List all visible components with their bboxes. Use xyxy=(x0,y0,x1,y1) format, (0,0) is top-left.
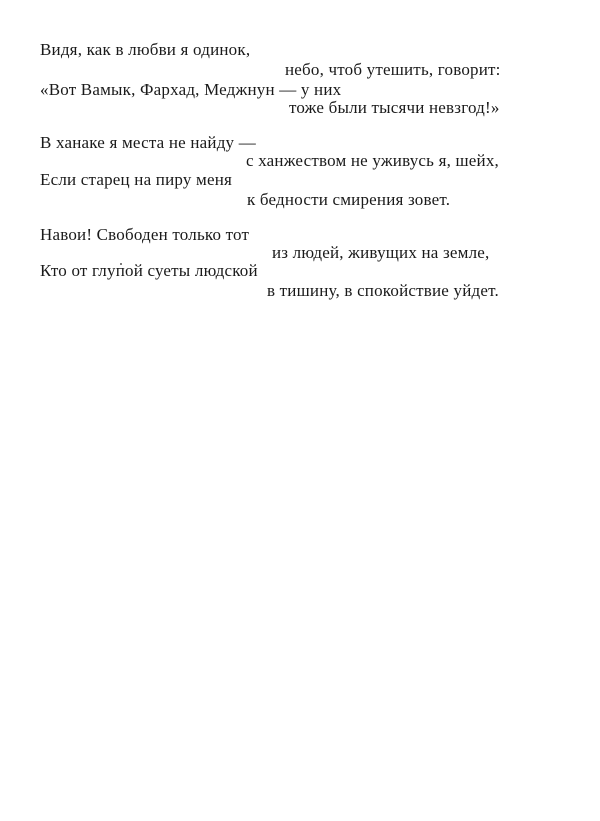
stanza1-line1: Видя, как в любви я одинок, xyxy=(40,40,251,59)
stanza1-line3: «Вот Вамык, Фархад, Меджнун — у них xyxy=(40,80,342,99)
stanza1-line2: небо, чтоб утешить, говорит: xyxy=(285,60,501,79)
stanza1-line4: тоже были тысячи невзгод!» xyxy=(289,98,500,117)
stanza2-line2: с ханжеством не уживусь я, шейх, xyxy=(246,151,499,170)
stanza2-line1: В ханаке я места не найду — xyxy=(40,133,256,152)
stanza2-line4: к бедности смирения зовет. xyxy=(247,190,451,209)
stanza3-line3: Кто от глупой суеты людской xyxy=(40,261,258,280)
stanza3-line4: в тишину, в спокойствие уйдет. xyxy=(267,281,499,300)
stanza3-line1: Навои! Свободен только тот xyxy=(40,225,250,244)
stanza3-line2: из людей, живущих на земле, xyxy=(272,243,490,262)
stanza2-line3: Если старец на пиру меня xyxy=(40,170,233,189)
